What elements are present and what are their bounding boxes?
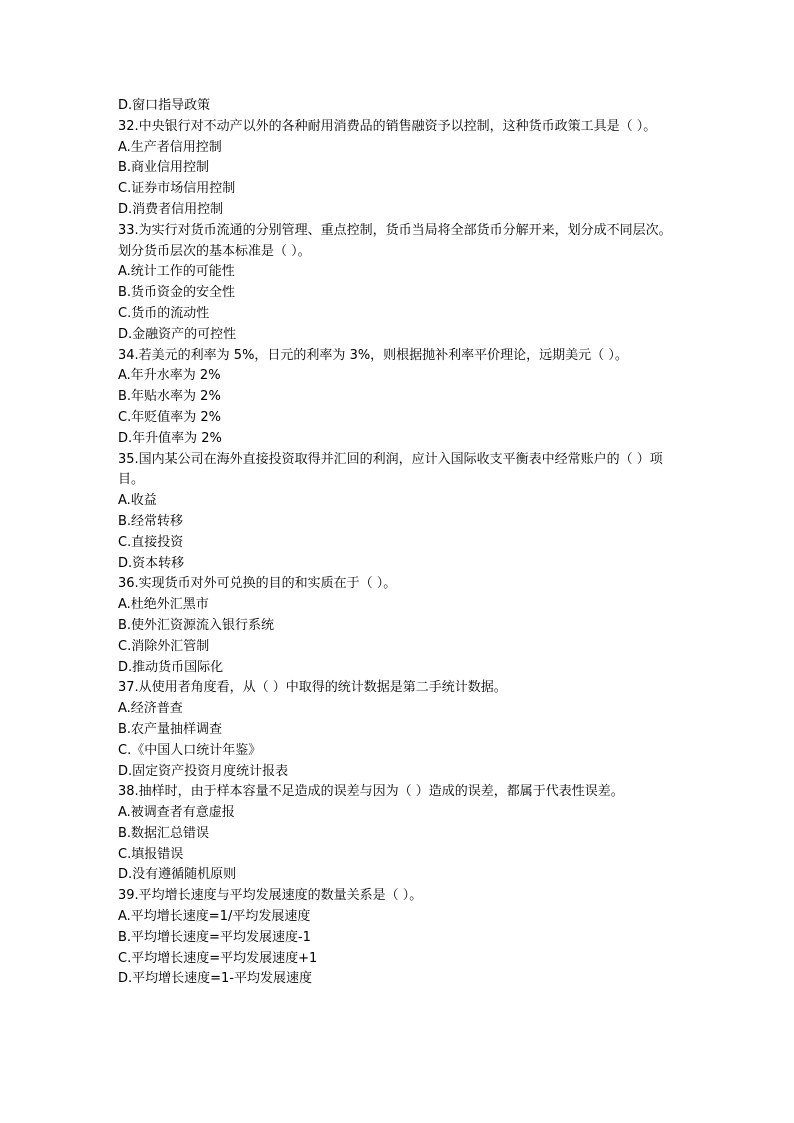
option-a: A.统计工作的可能性 — [118, 264, 235, 280]
option-b: B.数据汇总错误 — [118, 825, 210, 841]
option-d: D.消费者信用控制 — [118, 201, 224, 217]
question-38 — [118, 782, 678, 886]
option-b: B.农产量抽样调查 — [118, 721, 223, 737]
option-a: A.收益 — [118, 493, 157, 509]
option-a: A.被调查者有意虚报 — [118, 805, 235, 821]
option-b: B.商业信用控制 — [118, 160, 210, 176]
question-text: 35.国内某公司在海外直接投资取得并汇回的利润，应计入国际收支平衡表中经常账户的（ ）项目。 — [118, 451, 663, 488]
option-a: A.经济普查 — [118, 701, 183, 717]
question-text: 36.实现货币对外可兑换的目的和实质在于（ ）。 — [118, 576, 397, 592]
option-d: D.固定资产投资月度统计报表 — [118, 763, 289, 779]
question-text: 37.从使用者角度看，从（ ）中取得的统计数据是第二手统计数据。 — [118, 680, 507, 696]
question-text: 33.为实行对货币流通的分别管理、重点控制，货币当局将全部货币分解开来，划分成不同层次。划分货币层次的基本标准是（ ）。 — [118, 222, 672, 259]
option-b: B.货币资金的安全性 — [118, 285, 236, 301]
question-33 — [118, 221, 678, 346]
option-a: A.生产者信用控制 — [118, 139, 222, 155]
option-c: C.消除外汇管制 — [118, 638, 210, 654]
option-c: C.平均增长速度=平均发展速度+1 — [118, 950, 318, 966]
option-d: D.年升值率为 2% — [118, 430, 222, 446]
option-c: C.证券市场信用控制 — [118, 181, 236, 197]
option-d: D.推动货币国际化 — [118, 659, 224, 675]
option-b: B.平均增长速度=平均发展速度-1 — [118, 929, 311, 945]
option-b: B.年贴水率为 2% — [118, 389, 221, 405]
question-34 — [118, 346, 678, 450]
option-b: B.使外汇资源流入银行系统 — [118, 617, 275, 633]
option-c: C.直接投资 — [118, 534, 184, 550]
question-text: 38.抽样时，由于样本容量不足造成的误差与因为（ ）造成的误差，都属于代表性误差。 — [118, 784, 624, 800]
option-d: D.金融资产的可控性 — [118, 326, 237, 342]
option-c: C.填报错误 — [118, 846, 184, 862]
option-a: A.年升水率为 2% — [118, 368, 221, 384]
question-35 — [118, 450, 678, 575]
question-39 — [118, 886, 678, 990]
option-c: C.《中国人口统计年鉴》 — [118, 742, 262, 758]
option-a: A.杜绝外汇黑市 — [118, 597, 209, 613]
option-a: A.平均增长速度=1/平均发展速度 — [118, 909, 311, 925]
question-text: 34.若美元的利率为 5%，日元的利率为 3%，则根据抛补利率平价理论，远期美元（ ）。 — [118, 347, 628, 363]
question-text: 32.中央银行对不动产以外的各种耐用消费品的销售融资予以控制，这种货币政策工具是（ ）。 — [118, 118, 657, 134]
document-page — [118, 96, 678, 990]
option-d: D.没有遵循随机原则 — [118, 867, 237, 883]
option-d: D.资本转移 — [118, 555, 185, 571]
option-b: B.经常转移 — [118, 513, 184, 529]
option-c: C.年贬值率为 2% — [118, 409, 221, 425]
option-c: C.货币的流动性 — [118, 305, 210, 321]
question-36 — [118, 574, 678, 678]
option-d: D.平均增长速度=1-平均发展速度 — [118, 971, 312, 987]
question-text: 39.平均增长速度与平均发展速度的数量关系是（ ）。 — [118, 888, 423, 904]
question-37 — [118, 678, 678, 782]
question-32 — [118, 117, 678, 221]
option-d-31: D.窗口指导政策 — [118, 98, 211, 113]
